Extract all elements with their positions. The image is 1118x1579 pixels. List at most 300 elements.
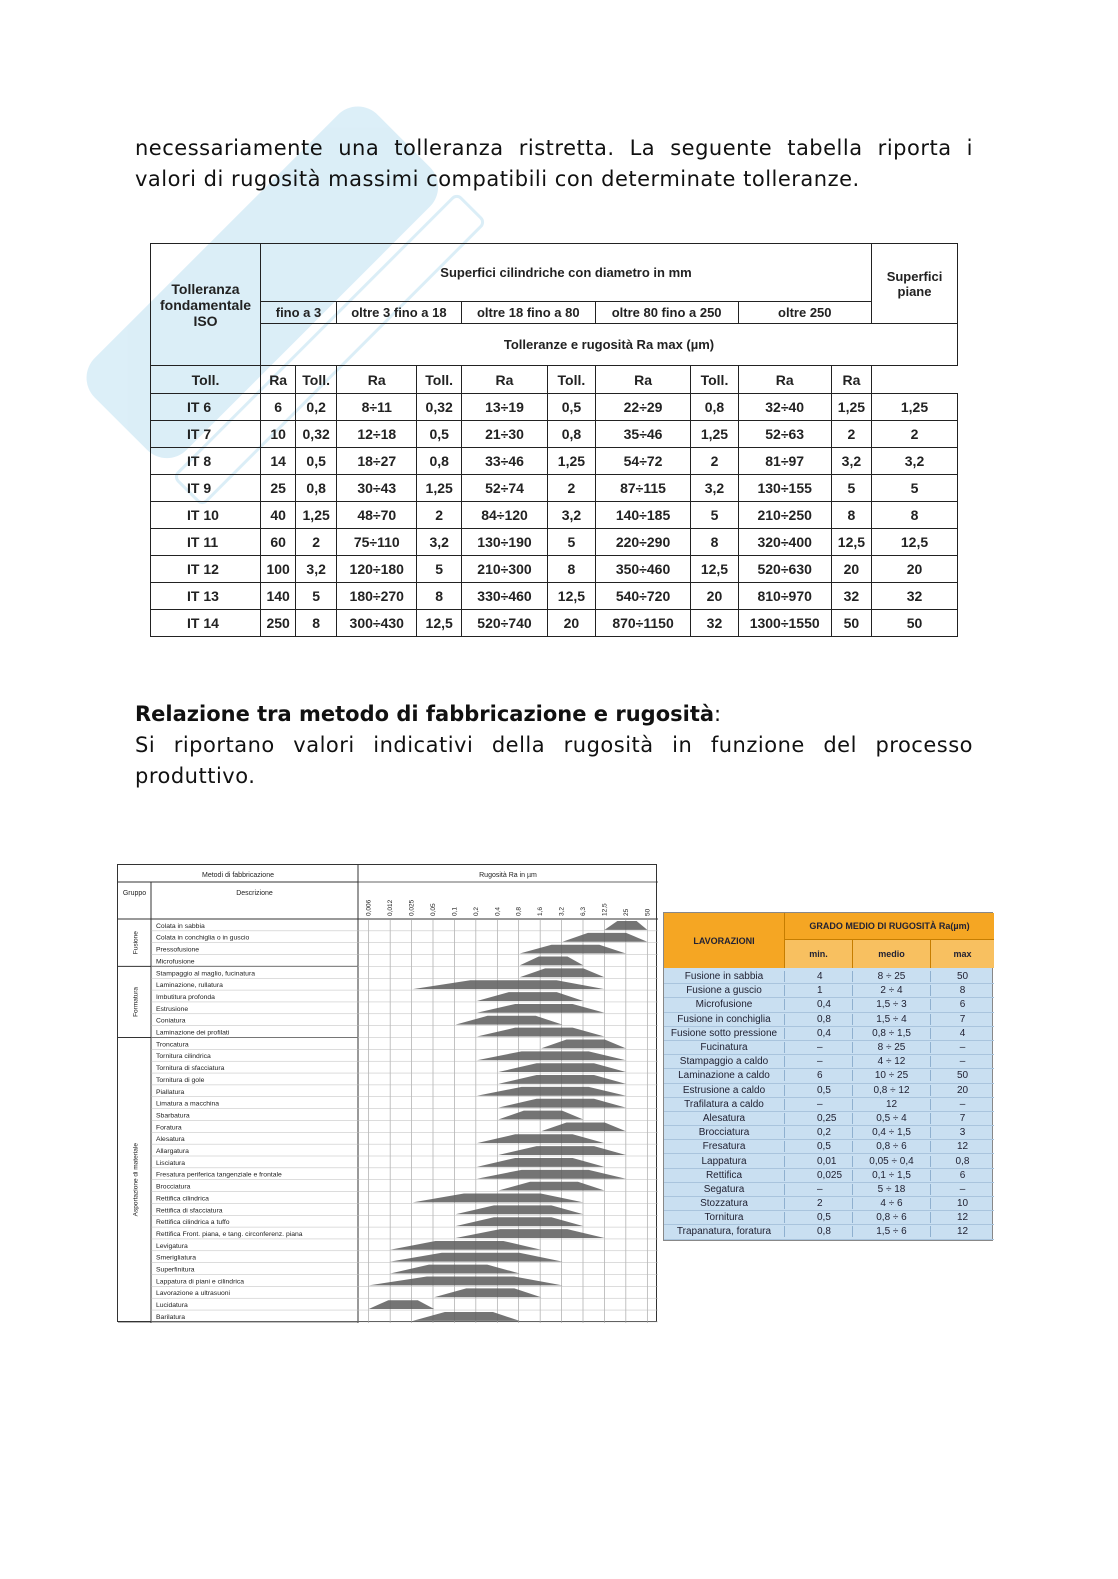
value-cell: 520÷630: [738, 556, 831, 583]
value-cell: 0,1 ÷ 1,5: [853, 1170, 931, 1181]
ra-tick-label: 6,3: [580, 906, 587, 916]
value-cell: 33÷46: [461, 448, 547, 475]
roughness-bar: [369, 1300, 434, 1309]
ra-tick-label: 0,8: [515, 906, 523, 916]
average-roughness-table: [663, 912, 993, 1241]
grade-cell: IT 13: [151, 583, 261, 610]
fabrication-chart-svg: [118, 865, 658, 1323]
value-cell: 2: [872, 421, 958, 448]
value-cell: 0,8 ÷ 12: [853, 1085, 931, 1096]
process-name: Rettifica Front. piana, e tang. circonferenz. piana: [156, 1230, 303, 1238]
ra-tick-label: 25: [622, 908, 630, 916]
value-cell: 0,5: [296, 448, 337, 475]
ra-column-header: Ra: [595, 366, 691, 394]
value-cell: 0,32: [417, 394, 461, 421]
table-row: [664, 998, 994, 1012]
roughness-bar: [390, 1265, 520, 1274]
process-name: Sbarbatura: [156, 1112, 190, 1120]
table-row: [664, 1169, 994, 1183]
value-cell: 1300÷1550: [738, 610, 831, 637]
process-name: Lucidatura: [156, 1302, 188, 1310]
process-name: Coniatura: [156, 1017, 186, 1025]
grado-header-lavorazioni: LAVORAZIONI: [664, 913, 785, 968]
roughness-bar: [498, 1111, 583, 1120]
process-name: Stampaggio al maglio, fucinatura: [156, 970, 255, 978]
roughness-bar: [456, 1229, 605, 1238]
process-cell: Estrusione a caldo: [664, 1085, 785, 1096]
value-cell: 52÷74: [461, 475, 547, 502]
value-cell: 20: [872, 556, 958, 583]
table-row: [664, 1211, 994, 1225]
value-cell: 1,5 ÷ 6: [853, 1226, 931, 1237]
process-cell: Fresatura: [664, 1141, 785, 1152]
value-cell: 40: [261, 502, 296, 529]
table-row: [151, 421, 958, 448]
value-cell: 3: [959, 1127, 966, 1139]
roughness-header: Rugosità Ra in µm: [479, 872, 537, 879]
value-cell: 12,5: [417, 610, 461, 637]
value-cell: 0,8: [548, 421, 596, 448]
roughness-bar: [477, 1028, 605, 1037]
table-row: [151, 583, 958, 610]
value-cell: 3,2: [691, 475, 738, 502]
grade-cell: IT 9: [151, 475, 261, 502]
range-header: oltre 80 fino a 250: [595, 302, 738, 324]
roughness-bar: [498, 1182, 604, 1191]
roughness-bar: [456, 1016, 563, 1025]
roughness-bar: [498, 1063, 626, 1072]
grade-cell: IT 14: [151, 610, 261, 637]
process-cell: Trapanatura, foratura: [664, 1226, 785, 1237]
value-cell: –: [785, 1184, 853, 1195]
ra-tick-label: 3,2: [558, 906, 566, 916]
value-cell: 13÷19: [461, 394, 547, 421]
value-cell: 1: [785, 985, 853, 996]
value-cell: 0,5: [785, 1085, 853, 1096]
value-cell: 1,25: [831, 394, 871, 421]
ra-column-header: Ra: [831, 366, 871, 394]
toll-column-header: Toll.: [151, 366, 261, 394]
value-cell: 32: [872, 583, 958, 610]
grade-cell: IT 11: [151, 529, 261, 556]
value-cell: 20: [831, 556, 871, 583]
value-cell: 5 ÷ 18: [853, 1184, 931, 1195]
process-name: Rettifica di sfacciatura: [156, 1207, 223, 1215]
value-cell: 20: [956, 1084, 969, 1096]
toll-column-header: Toll.: [691, 366, 738, 394]
process-name: Estrusione: [156, 1005, 189, 1013]
value-cell: 10: [261, 421, 296, 448]
roughness-bar: [498, 1099, 626, 1108]
table-row: [151, 502, 958, 529]
roughness-bar: [562, 933, 647, 942]
table-row: [664, 1140, 994, 1154]
process-name: Lisciatura: [156, 1159, 186, 1167]
roughness-bar: [498, 1146, 626, 1155]
value-cell: 3,2: [831, 448, 871, 475]
ra-tick-label: 1,6: [537, 906, 545, 916]
roughness-bar: [413, 1194, 584, 1203]
process-cell: Alesatura: [664, 1113, 785, 1124]
value-cell: 5: [831, 475, 871, 502]
process-name: Lappatura di piani e cilindrica: [156, 1278, 245, 1286]
value-cell: 540÷720: [595, 583, 691, 610]
toll-column-header: Toll.: [296, 366, 337, 394]
value-cell: 0,4: [785, 999, 853, 1010]
toll-column-header: Toll.: [417, 366, 461, 394]
table-row: [664, 1069, 994, 1083]
roughness-bar: [477, 1158, 605, 1167]
process-cell: Fusione in sabbia: [664, 971, 785, 982]
ra-column-header: Ra: [461, 366, 547, 394]
value-cell: 0,05 ÷ 0,4: [853, 1156, 931, 1167]
process-name: Lavorazione a ultrasuoni: [156, 1290, 231, 1298]
value-cell: 0,5: [548, 394, 596, 421]
ra-column-header: Ra: [261, 366, 296, 394]
value-cell: 2: [417, 502, 461, 529]
value-cell: 130÷155: [738, 475, 831, 502]
tolerance-subheader: Tolleranze e rugosità Ra max (µm): [261, 324, 958, 366]
table-row: [664, 1126, 994, 1140]
process-name: Tornitura di sfacciatura: [156, 1065, 225, 1073]
value-cell: 220÷290: [595, 529, 691, 556]
value-cell: –: [959, 1042, 966, 1054]
process-cell: Rettifica: [664, 1170, 785, 1181]
value-cell: 4: [959, 1027, 966, 1039]
process-cell: Lappatura: [664, 1156, 785, 1167]
range-header: oltre 18 fino a 80: [461, 302, 595, 324]
grado-header-title: GRADO MEDIO DI RUGOSITÀ Ra(µm): [785, 913, 994, 940]
value-cell: 6: [959, 999, 966, 1011]
section-heading-bold: Relazione tra metodo di fabbricazione e rugosità: [135, 702, 715, 726]
value-cell: 0,5: [785, 1141, 853, 1152]
group-header: Gruppo: [122, 890, 147, 897]
roughness-bar: [541, 1122, 626, 1131]
process-name: Troncatura: [156, 1041, 189, 1049]
value-cell: 3,2: [296, 556, 337, 583]
table-row: [664, 1084, 994, 1098]
table-row: [664, 1098, 994, 1112]
value-cell: 4: [785, 971, 853, 982]
value-cell: 35÷46: [595, 421, 691, 448]
value-cell: 870÷1150: [595, 610, 691, 637]
table-row: [151, 394, 958, 421]
value-cell: 8: [831, 502, 871, 529]
ra-tick-label: 0,2: [472, 906, 480, 916]
range-header: oltre 3 fino a 18: [337, 302, 462, 324]
value-cell: 25: [261, 475, 296, 502]
process-name: Colata in sabbia: [156, 922, 205, 930]
value-cell: 0,8: [785, 1226, 853, 1237]
value-cell: 100: [261, 556, 296, 583]
value-cell: –: [959, 1098, 966, 1110]
value-cell: 8 ÷ 25: [853, 971, 931, 982]
value-cell: 1,5 ÷ 3: [853, 999, 931, 1010]
section-heading-suffix: :: [714, 702, 722, 726]
value-cell: 0,4: [785, 1028, 853, 1039]
process-cell: Segatura: [664, 1184, 785, 1195]
process-cell: Microfusione: [664, 999, 785, 1010]
value-cell: 4 ÷ 12: [853, 1056, 931, 1067]
methods-header: Metodi di fabbricazione: [202, 872, 274, 879]
value-cell: 21÷30: [461, 421, 547, 448]
process-name: Laminazione dei profilati: [156, 1029, 230, 1037]
table-row: [664, 984, 994, 998]
value-cell: 1,25: [296, 502, 337, 529]
process-name: Rettifica cilindrica a tuffo: [156, 1219, 230, 1227]
value-cell: 300÷430: [337, 610, 417, 637]
process-name: Levigatura: [156, 1242, 188, 1250]
value-cell: 2: [296, 529, 337, 556]
process-cell: Tornitura: [664, 1212, 785, 1223]
value-cell: 210÷250: [738, 502, 831, 529]
grade-cell: IT 6: [151, 394, 261, 421]
value-cell: 250: [261, 610, 296, 637]
process-name: Brocciatura: [156, 1183, 191, 1191]
grade-column-header: Tolleranza fondamentale ISO: [151, 244, 261, 366]
roughness-bar: [541, 1040, 626, 1049]
value-cell: 130÷190: [461, 529, 547, 556]
value-cell: 1,25: [691, 421, 738, 448]
value-cell: 12,5: [831, 529, 871, 556]
grade-cell: IT 7: [151, 421, 261, 448]
value-cell: 0,8 ÷ 6: [853, 1212, 931, 1223]
table-row: [151, 448, 958, 475]
table-row: [664, 970, 994, 984]
value-cell: 10: [956, 1198, 969, 1210]
table-row: [664, 1183, 994, 1197]
process-name: Alesatura: [156, 1136, 185, 1144]
value-cell: 2: [831, 421, 871, 448]
value-cell: 5: [548, 529, 596, 556]
value-cell: 12: [956, 1226, 969, 1238]
value-cell: 30÷43: [337, 475, 417, 502]
value-cell: 60: [261, 529, 296, 556]
value-cell: 87÷115: [595, 475, 691, 502]
value-cell: 2: [548, 475, 596, 502]
roughness-bar: [605, 921, 648, 930]
grado-header-max: max: [931, 940, 994, 968]
value-cell: 14: [261, 448, 296, 475]
table-row: [664, 1027, 994, 1041]
value-cell: 75÷110: [337, 529, 417, 556]
value-cell: 0,025: [785, 1170, 853, 1181]
value-cell: 54÷72: [595, 448, 691, 475]
roughness-bar: [413, 1312, 520, 1321]
value-cell: 140: [261, 583, 296, 610]
value-cell: 320÷400: [738, 529, 831, 556]
process-name: Fresatura periferica tangenziale e frontale: [156, 1171, 282, 1179]
value-cell: 8: [872, 502, 958, 529]
range-header: fino a 3: [261, 302, 337, 324]
ra-tick-label: 0,012: [387, 899, 395, 916]
process-name: Barilatura: [156, 1313, 186, 1321]
roughness-bar: [456, 1205, 584, 1214]
roughness-bar: [477, 1170, 626, 1179]
roughness-bar: [477, 992, 583, 1001]
value-cell: 20: [548, 610, 596, 637]
value-cell: –: [959, 1183, 966, 1195]
value-cell: 0,2: [785, 1127, 853, 1138]
value-cell: 5: [691, 502, 738, 529]
table-row: [664, 1154, 994, 1168]
value-cell: 1,25: [417, 475, 461, 502]
value-cell: 50: [831, 610, 871, 637]
group-label: Asportazione di materiale: [132, 1143, 140, 1217]
value-cell: 7: [959, 1112, 966, 1124]
process-cell: Fusione sotto pressione: [664, 1028, 785, 1039]
value-cell: 8÷11: [337, 394, 417, 421]
value-cell: 210÷300: [461, 556, 547, 583]
ra-tick-label: 0,025: [408, 899, 416, 916]
value-cell: 22÷29: [595, 394, 691, 421]
value-cell: 810÷970: [738, 583, 831, 610]
ra-tick-label: 50: [644, 908, 652, 916]
value-cell: 0,8 ÷ 1,5: [853, 1028, 931, 1039]
roughness-bar: [520, 968, 605, 977]
value-cell: 0,8: [785, 1014, 853, 1025]
ra-tick-label: 0,05: [430, 903, 437, 916]
value-cell: 12: [853, 1099, 931, 1110]
value-cell: 180÷270: [337, 583, 417, 610]
ra-tick-label: 0,4: [494, 906, 502, 916]
value-cell: 84÷120: [461, 502, 547, 529]
value-cell: 0,8: [955, 1155, 970, 1167]
roughness-bar: [434, 1288, 541, 1297]
value-cell: –: [785, 1056, 853, 1067]
value-cell: 5: [296, 583, 337, 610]
value-cell: 3,2: [417, 529, 461, 556]
ra-column-header: Ra: [738, 366, 831, 394]
value-cell: 81÷97: [738, 448, 831, 475]
roughness-bar: [477, 1134, 605, 1143]
cylindrical-group-header: Superfici cilindriche con diametro in mm: [261, 244, 872, 302]
value-cell: 0,5: [785, 1212, 853, 1223]
process-cell: Laminazione a caldo: [664, 1070, 785, 1081]
ra-tick-label: 12,5: [601, 903, 609, 916]
value-cell: 12,5: [691, 556, 738, 583]
value-cell: 6: [959, 1169, 966, 1181]
value-cell: 2: [691, 448, 738, 475]
ra-tick-label: 0,1: [451, 906, 459, 916]
tolerance-roughness-table: [150, 243, 958, 637]
value-cell: 8: [417, 583, 461, 610]
value-cell: 350÷460: [595, 556, 691, 583]
value-cell: 48÷70: [337, 502, 417, 529]
value-cell: 1,25: [872, 394, 958, 421]
value-cell: 1,25: [548, 448, 596, 475]
value-cell: 32: [691, 610, 738, 637]
value-cell: 8: [296, 610, 337, 637]
value-cell: 12÷18: [337, 421, 417, 448]
process-name: Tornitura cilindrica: [156, 1053, 211, 1061]
table-row: [151, 610, 958, 637]
value-cell: 140÷185: [595, 502, 691, 529]
roughness-bar: [390, 1253, 562, 1262]
grade-cell: IT 12: [151, 556, 261, 583]
section-paragraph: Si riportano valori indicativi della rugosità in funzione del processo produttivo.: [135, 733, 973, 788]
roughness-bar: [520, 957, 584, 966]
ra-column-header: Ra: [337, 366, 417, 394]
process-cell: Stozzatura: [664, 1198, 785, 1209]
table-row: [664, 1041, 994, 1055]
value-cell: 2 ÷ 4: [853, 985, 931, 996]
roughness-bar: [498, 1075, 626, 1084]
roughness-bar: [477, 1087, 626, 1096]
value-cell: 12: [956, 1212, 969, 1224]
process-cell: Fucinatura: [664, 1042, 785, 1053]
fabrication-roughness-chart: [117, 864, 657, 1322]
value-cell: 0,4 ÷ 1,5: [853, 1127, 931, 1138]
value-cell: –: [785, 1099, 853, 1110]
value-cell: 3,2: [872, 448, 958, 475]
value-cell: 8: [959, 985, 966, 997]
grade-cell: IT 10: [151, 502, 261, 529]
process-name: Tornitura di gole: [156, 1076, 205, 1084]
value-cell: 0,8: [417, 448, 461, 475]
table-row: [151, 529, 958, 556]
value-cell: 50: [956, 1070, 969, 1082]
value-cell: 18÷27: [337, 448, 417, 475]
value-cell: 32: [831, 583, 871, 610]
roughness-bar: [456, 1217, 584, 1226]
value-cell: 0,8: [691, 394, 738, 421]
intro-paragraph: necessariamente una tolleranza ristretta. La seguente tabella riporta i valori di rugosità massimi compatibili con determinate tolleranze.: [135, 136, 973, 191]
value-cell: 8: [548, 556, 596, 583]
table-row: [664, 1112, 994, 1126]
value-cell: 5: [872, 475, 958, 502]
table-row: [664, 1013, 994, 1027]
process-name: Colata in conchiglia o in guscio: [156, 934, 250, 942]
value-cell: 52÷63: [738, 421, 831, 448]
value-cell: 4 ÷ 6: [853, 1198, 931, 1209]
process-cell: Fusione a guscio: [664, 985, 785, 996]
value-cell: 8 ÷ 25: [853, 1042, 931, 1053]
process-cell: Stampaggio a caldo: [664, 1056, 785, 1067]
value-cell: 50: [872, 610, 958, 637]
table-row: [664, 1225, 994, 1239]
process-name: Foratura: [156, 1124, 182, 1132]
process-name: Limatura a macchina: [156, 1100, 220, 1108]
value-cell: –: [785, 1042, 853, 1053]
range-header: oltre 250: [738, 302, 871, 324]
grado-header-min: min.: [785, 940, 853, 968]
process-name: Imbutitura profonda: [156, 993, 215, 1001]
flat-surfaces-header: Superfici piane: [872, 244, 958, 324]
grado-header-medio: medio: [853, 940, 931, 968]
process-name: Smerigliatura: [156, 1254, 197, 1262]
process-name: Piallatura: [156, 1088, 185, 1096]
value-cell: 120÷180: [337, 556, 417, 583]
value-cell: 0,5: [417, 421, 461, 448]
value-cell: 0,2: [296, 394, 337, 421]
process-name: Allargatura: [156, 1148, 189, 1155]
value-cell: 2: [785, 1198, 853, 1209]
ra-tick-label: 0,006: [365, 899, 373, 916]
value-cell: 0,25: [785, 1113, 853, 1124]
roughness-bar: [413, 980, 605, 989]
value-cell: 12,5: [872, 529, 958, 556]
description-header: Descrizione: [236, 890, 273, 897]
process-cell: Fusione in conchiglia: [664, 1014, 785, 1025]
value-cell: 520÷740: [461, 610, 547, 637]
value-cell: 330÷460: [461, 583, 547, 610]
group-label: Formatura: [132, 986, 140, 1017]
process-cell: Trafilatura a caldo: [664, 1099, 785, 1110]
value-cell: 20: [691, 583, 738, 610]
value-cell: 0,8: [296, 475, 337, 502]
grade-cell: IT 8: [151, 448, 261, 475]
